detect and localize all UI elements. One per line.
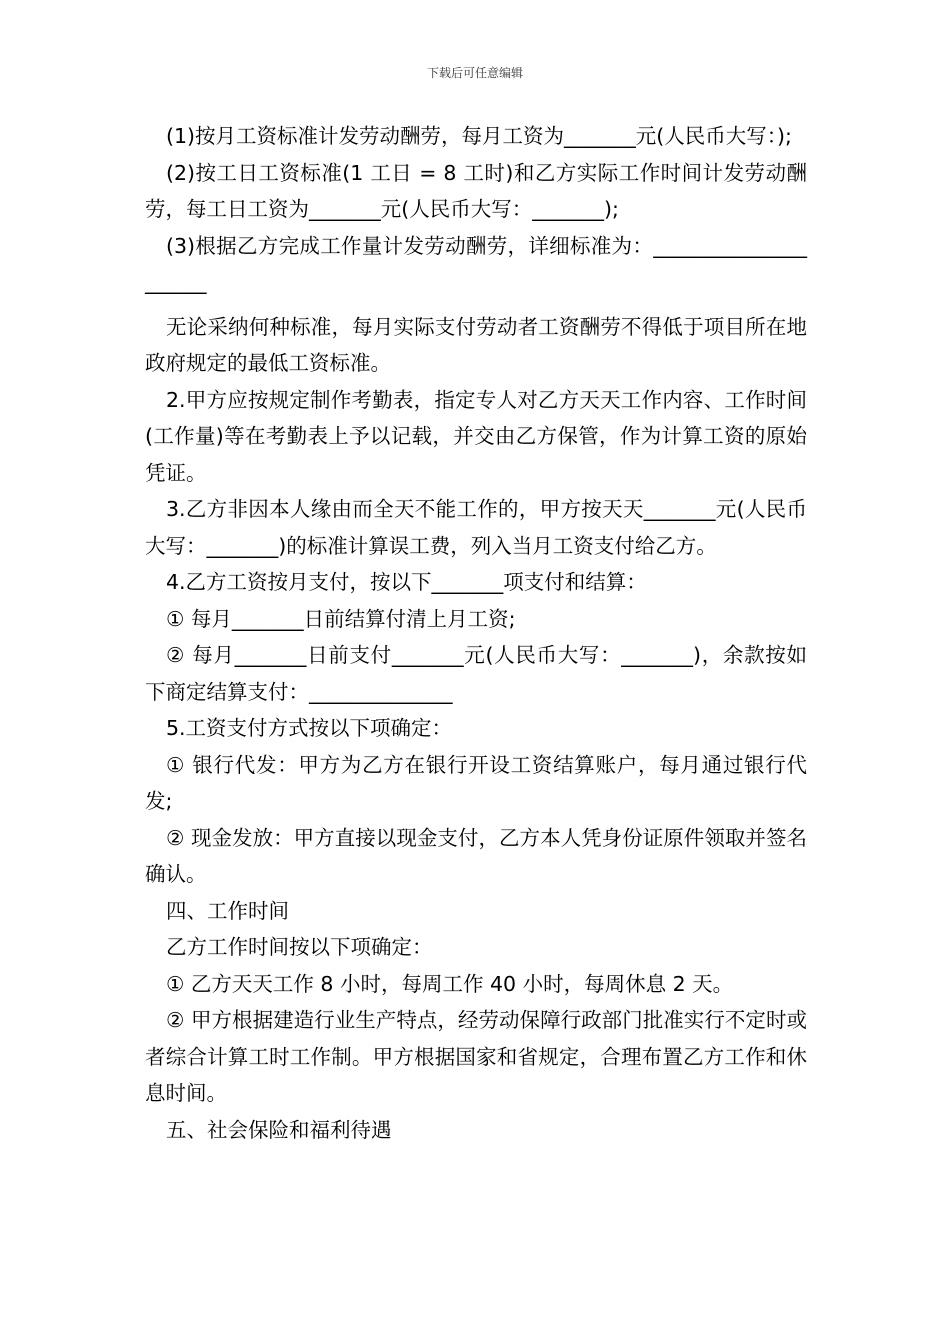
paragraph-working-hours-intro: 乙方工作时间按以下项确定：	[166, 935, 433, 959]
paragraph-option-2-settle: ② 每月_______日前支付_______元(人民币大写：_______)，余款按如下商定结算支付：______________	[145, 643, 807, 704]
page-header: 下载后可任意编辑	[426, 66, 523, 80]
paragraph-gap	[145, 301, 807, 309]
paragraph-option-1-settle: ① 每月_______日前结算付清上月工资;	[166, 606, 516, 631]
paragraph-lost-time-pay: 3.乙方非因本人缘由而全天不能工作的，甲方按天天_______元(人民币大写：_______)的标准计算误工费，列入当月工资支付给乙方。	[145, 497, 807, 558]
paragraph-workload-wage: (3)根据乙方完成工作量计发劳动酬劳，详细标准为：_____________________	[145, 233, 807, 294]
paragraph-daily-wage: (2)按工日工资标准(1 工日 = 8 工时)和乙方实际工作时间计发劳动酬劳，每工日工资为_______元(人民币大写：_______);	[145, 160, 807, 221]
document-body	[145, 118, 807, 1148]
paragraph-monthly-wage: (1)按月工资标准计发劳动酬劳，每月工资为_______元(人民币大写：);	[166, 124, 792, 148]
section-heading-working-hours: 四、工作时间	[166, 898, 289, 923]
paragraph-standard-hours: ① 乙方天天工作 8 小时，每周工作 40 小时，每周休息 2 天。	[166, 971, 734, 996]
paragraph-attendance: 2.甲方应按规定制作考勤表，指定专人对乙方天天工作内容、工作时间(工作量)等在考勤表上予以记载，并交由乙方保管，作为计算工资的原始凭证。	[145, 387, 807, 485]
paragraph-cash-payment: ② 现金发放：甲方直接以现金支付，乙方本人凭身份证原件领取并签名确认。	[145, 825, 807, 886]
paragraph-payment-schedule: 4.乙方工资按月支付，按以下_______项支付和结算：	[166, 570, 647, 594]
paragraph-payment-method: 5.工资支付方式按以下项确定：	[166, 716, 453, 740]
paragraph-bank-transfer: ① 银行代发：甲方为乙方在银行开设工资结算账户，每月通过银行代发;	[145, 752, 807, 813]
paragraph-minimum-wage: 无论采纳何种标准，每月实际支付劳动者工资酬劳不得低于项目所在地政府规定的最低工资标准。	[145, 314, 807, 375]
paragraph-flexible-hours: ② 甲方根据建造行业生产特点，经劳动保障行政部门批准实行不定时或者综合计算工时工作制。甲方根据国家和省规定，合理布置乙方工作和休息时间。	[145, 1008, 807, 1105]
section-heading-social-insurance: 五、社会保险和福利待遇	[166, 1117, 392, 1142]
